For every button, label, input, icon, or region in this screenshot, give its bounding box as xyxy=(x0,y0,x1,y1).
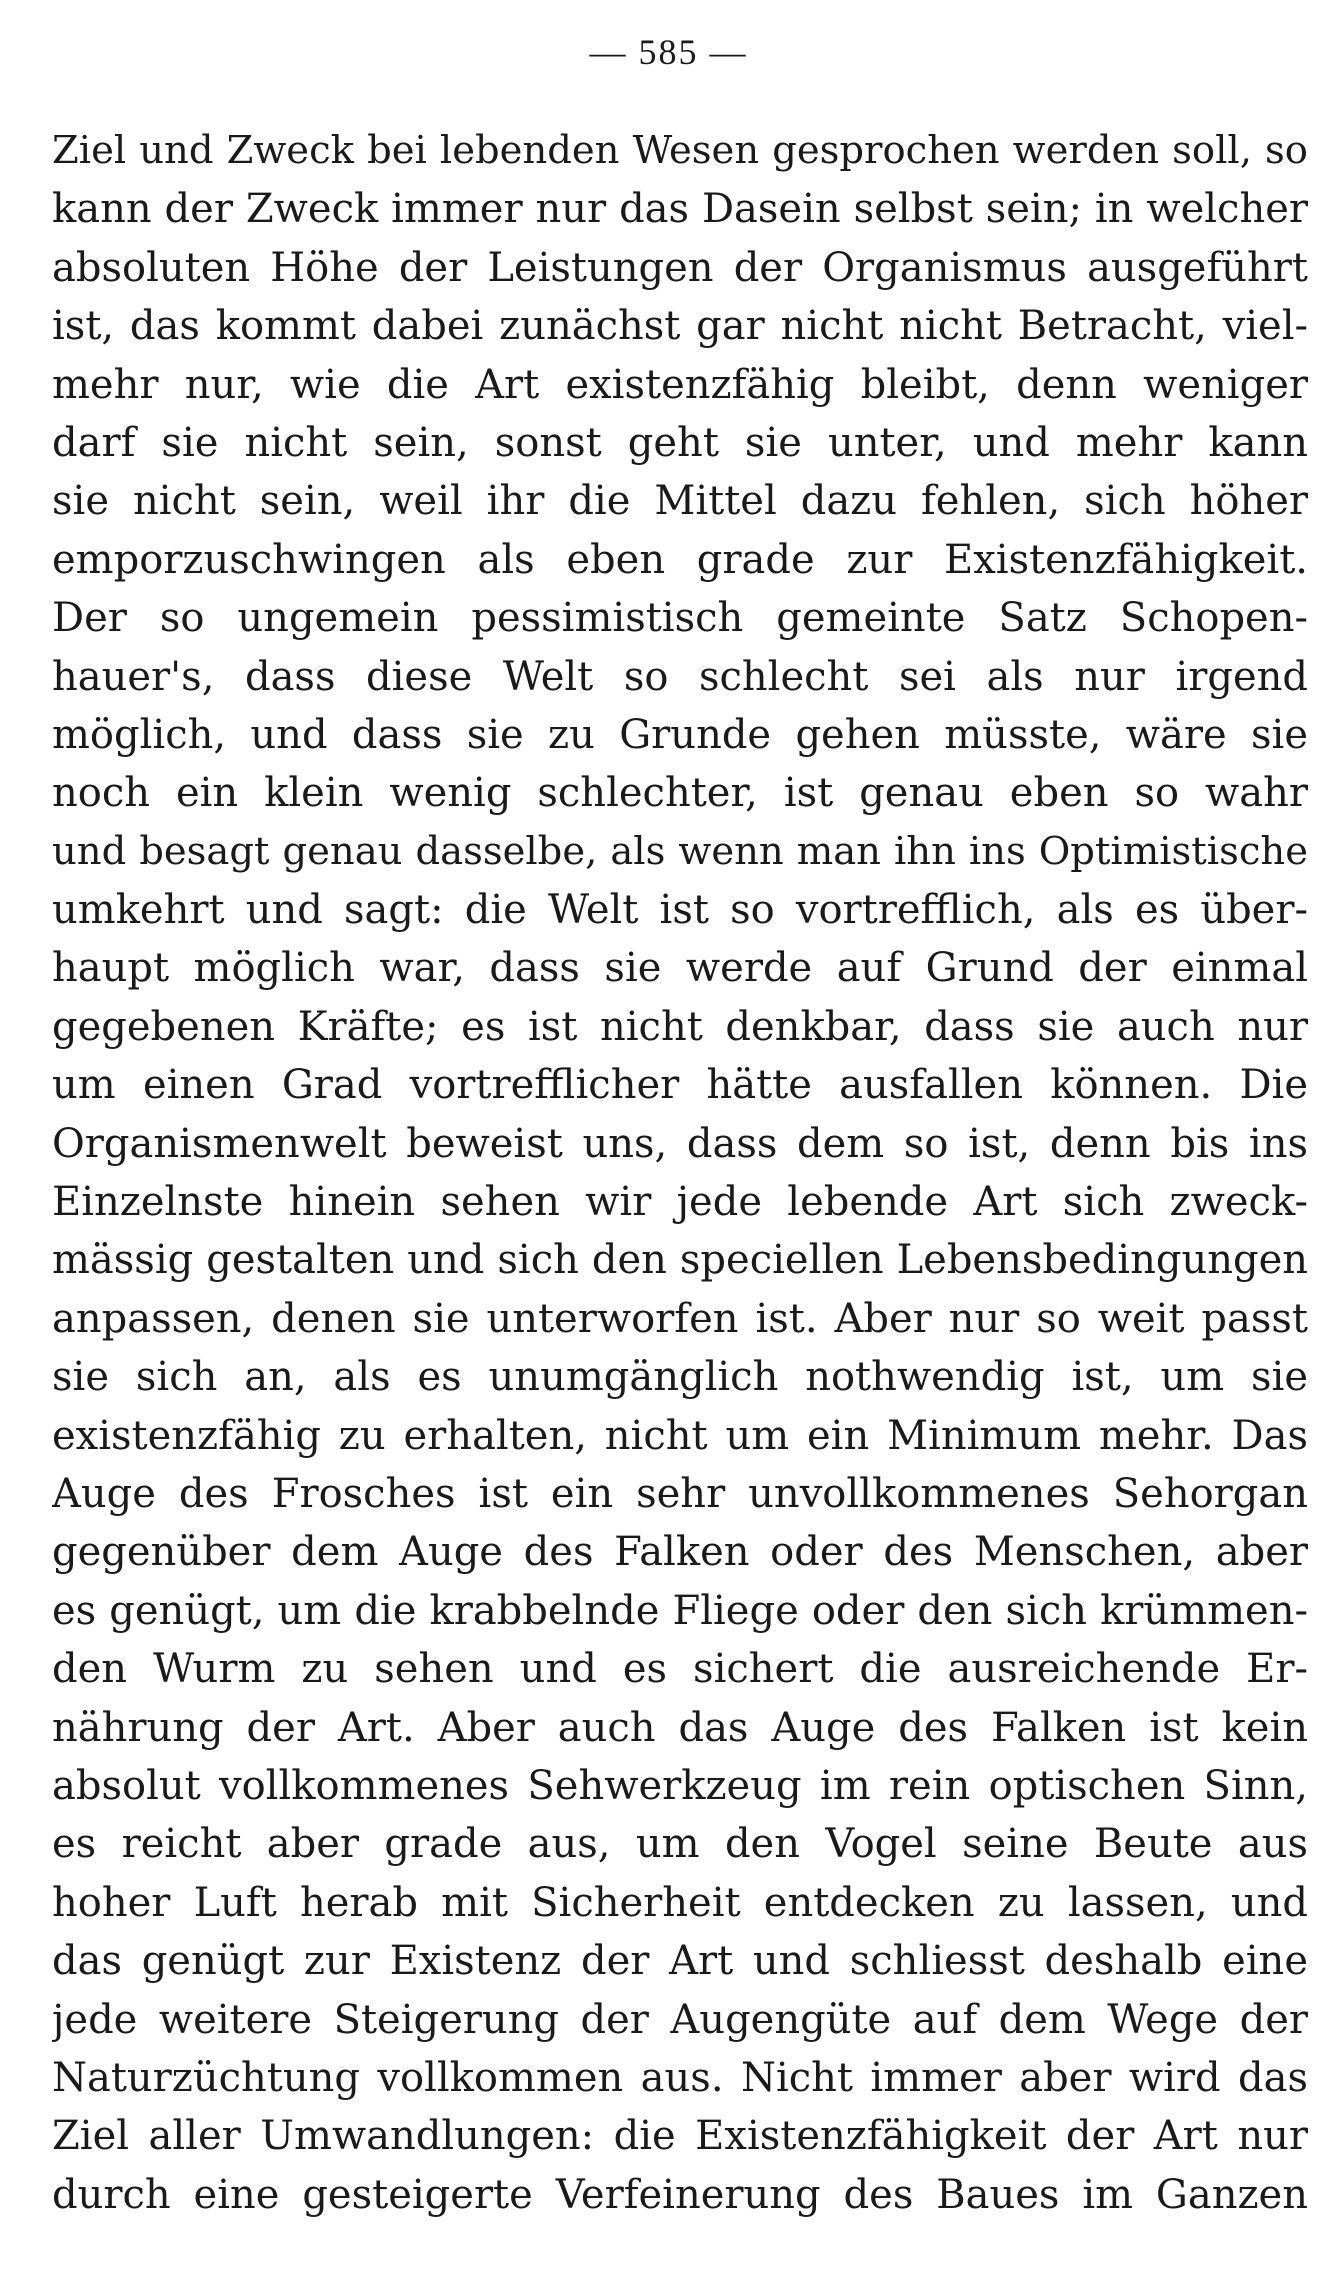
text-line: haupt möglich war, dass sie werde auf Grund der einmal xyxy=(52,945,1308,992)
text-line: hoher Luft herab mit Sicherheit entdecken zu lassen, und xyxy=(52,1879,1308,1926)
text-line: mässig gestalten und sich den speciellen Lebensbedingungen xyxy=(52,1237,1308,1284)
body-text xyxy=(52,122,1308,2224)
text-line: absolut vollkommenes Sehwerkzeug im rein optischen Sinn, xyxy=(52,1762,1308,1809)
text-line: darf sie nicht sein, sonst geht sie unter, und mehr kann xyxy=(52,419,1308,466)
text-line: das genügt zur Existenz der Art und schliesst deshalb eine xyxy=(52,1938,1308,1985)
text-line: Organismenwelt beweist uns, dass dem so ist, denn bis ins xyxy=(52,1120,1308,1167)
text-line: den Wurm zu sehen und es sichert die ausreichende Er- xyxy=(52,1646,1308,1693)
text-line: jede weitere Steigerung der Augengüte auf dem Wege der xyxy=(52,1996,1308,2043)
text-line: Naturzüchtung vollkommen aus. Nicht immer aber wird das xyxy=(52,2054,1308,2101)
text-line: Auge des Frosches ist ein sehr unvollkommenes Sehorgan xyxy=(52,1470,1308,1517)
text-line: existenzfähig zu erhalten, nicht um ein Minimum mehr. Das xyxy=(52,1412,1308,1459)
text-line: umkehrt und sagt: die Welt ist so vortrefflich, als es über- xyxy=(52,887,1308,934)
text-line: gegebenen Kräfte; es ist nicht denkbar, dass sie auch nur xyxy=(52,1003,1308,1050)
text-line: es reicht aber grade aus, um den Vogel seine Beute aus xyxy=(52,1821,1308,1868)
text-line: Einzelnste hinein sehen wir jede lebende Art sich zweck- xyxy=(52,1179,1308,1226)
text-line: kann der Zweck immer nur das Dasein selbst sein; in welcher xyxy=(52,186,1308,233)
text-line: gegenüber dem Auge des Falken oder des Menschen, aber xyxy=(52,1529,1308,1576)
text-line: Der so ungemein pessimistisch gemeinte Satz Schopen- xyxy=(52,595,1308,642)
text-line: durch eine gesteigerte Verfeinerung des Baues im Ganzen xyxy=(52,2171,1308,2218)
text-line: absoluten Höhe der Leistungen der Organismus ausgeführt xyxy=(52,244,1308,291)
text-line: es genügt, um die krabbelnde Fliege oder den sich krümmen- xyxy=(52,1587,1308,1634)
text-line: um einen Grad vortrefflicher hätte ausfallen können. Die xyxy=(52,1062,1308,1109)
text-line: emporzuschwingen als eben grade zur Existenzfähigkeit. xyxy=(52,536,1308,583)
text-line: Ziel und Zweck bei lebenden Wesen gesprochen werden soll, so xyxy=(52,128,1308,173)
text-line: Ziel aller Umwandlungen: die Existenzfähigkeit der Art nur xyxy=(52,2113,1308,2160)
text-line: möglich, und dass sie zu Grunde gehen müsste, wäre sie xyxy=(52,711,1308,758)
text-line: ist, das kommt dabei zunächst gar nicht nicht Betracht, viel- xyxy=(52,303,1308,350)
text-line: und besagt genau dasselbe, als wenn man ihn ins Optimistische xyxy=(52,828,1308,874)
text-line: sie sich an, als es unumgänglich nothwendig ist, um sie xyxy=(52,1354,1308,1401)
text-line: mehr nur, wie die Art existenzfähig bleibt, denn weniger xyxy=(52,361,1308,408)
text-line: sie nicht sein, weil ihr die Mittel dazu fehlen, sich höher xyxy=(52,478,1308,525)
text-line: hauer's, dass diese Welt so schlecht sei als nur irgend xyxy=(52,653,1308,700)
text-line: anpassen, denen sie unterworfen ist. Aber nur so weit passt xyxy=(52,1295,1308,1342)
page-number: — 585 — xyxy=(589,32,748,72)
text-line: noch ein klein wenig schlechter, ist genau eben so wahr xyxy=(52,770,1308,817)
text-line: nährung der Art. Aber auch das Auge des Falken ist kein xyxy=(52,1704,1308,1751)
